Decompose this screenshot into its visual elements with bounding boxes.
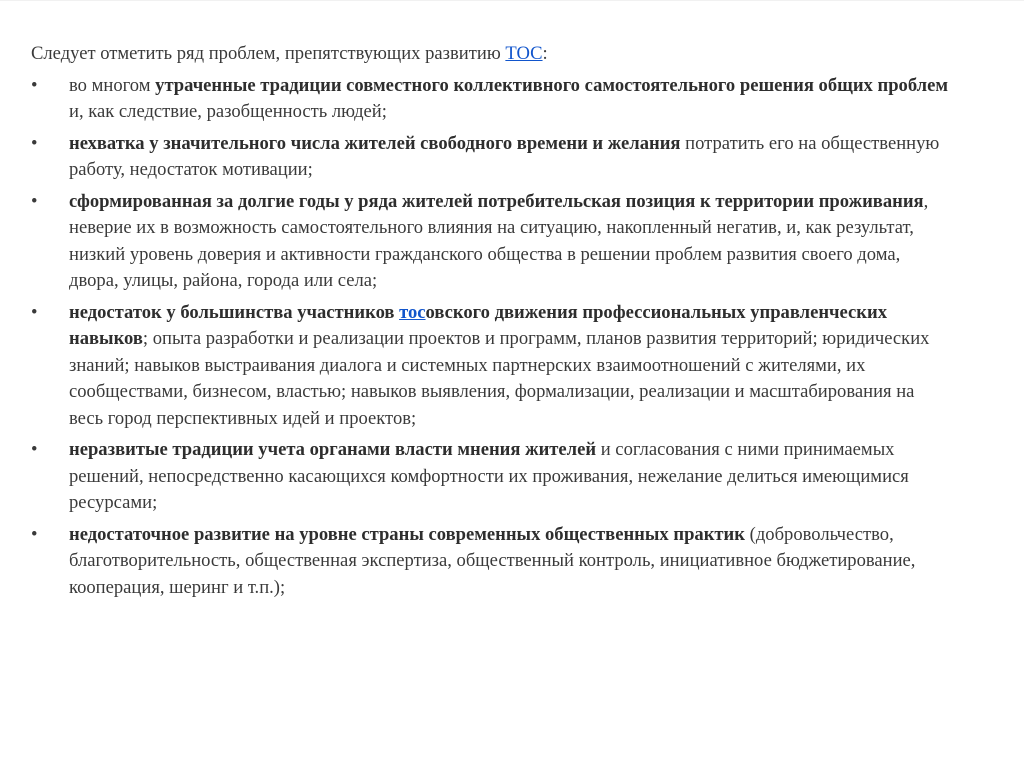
list-item [31,189,949,295]
item-bold-text: недостаточное развитие на уровне страны современных общественных практик [69,523,745,545]
item-text: ; опыта разработки и реализации проектов и программ, планов развития территорий; юридических знаний; навыков выстраивания диалога и системных партнерских взаимоотношений с жителями, их сообществами, бизнесом, властью; навыков выявления, формализации, реализации и масштабирования на весь город перспективных идей и проектов; [69,328,930,429]
intro-colon: : [542,43,548,64]
list-item [31,73,949,126]
list-item [31,300,949,433]
item-bold-text-continued: овского движения профессиональных управленческих навыков [69,301,887,349]
item-text: , неверие их в возможность самостоятельного влияния на ситуацию, накопленный негатив, и, как результат, низкий уровень доверия и активности гражданского общества в решении проблем развития своего дома, двора, улицы, района, города или села; [69,190,929,291]
item-text: потратить его на общественную работу, недостаток мотивации; [69,132,940,180]
problems-list [31,73,991,602]
item-text: и согласования с ними принимаемых решений, непосредственно касающихся комфортности их проживания, нежелание делиться имеющимися ресурсами; [69,439,909,513]
item-text: и, как следствие, разобщенность людей; [69,101,387,122]
tos-inline-link[interactable]: тос [399,301,426,323]
item-bold-text: неразвитые традиции учета органами власти мнения жителей [69,439,597,460]
list-item [31,131,949,184]
bullet-icon: • [31,190,38,212]
intro-paragraph [31,41,991,68]
item-prefix: во многом [69,74,156,96]
intro-text: Следует отметить ряд проблем, препятствующих развитию [31,43,506,64]
bullet-icon: • [31,301,38,323]
bullet-icon: • [31,132,38,154]
list-item [31,437,949,517]
bullet-icon: • [31,439,38,460]
item-bold-text: нехватка у значительного числа жителей свободного времени и желания [69,132,681,154]
bullet-icon: • [31,74,38,96]
list-item [31,522,949,602]
item-bold-text: недостаток у большинства участников [69,301,400,323]
tos-link[interactable]: ТОС [505,43,543,64]
item-text: (добровольчество, благотворительность, общественная экспертиза, общественный контроль, инициативное бюджетирование, кооперация, шеринг и т.п.); [69,523,916,598]
item-bold-text: утраченные традиции совместного коллективного самостоятельного решения общих проблем [155,74,949,96]
item-bold-text: сформированная за долгие годы у ряда жителей потребительская позиция к территории проживания [69,190,924,212]
slide-content [31,41,991,606]
bullet-icon: • [31,523,38,545]
